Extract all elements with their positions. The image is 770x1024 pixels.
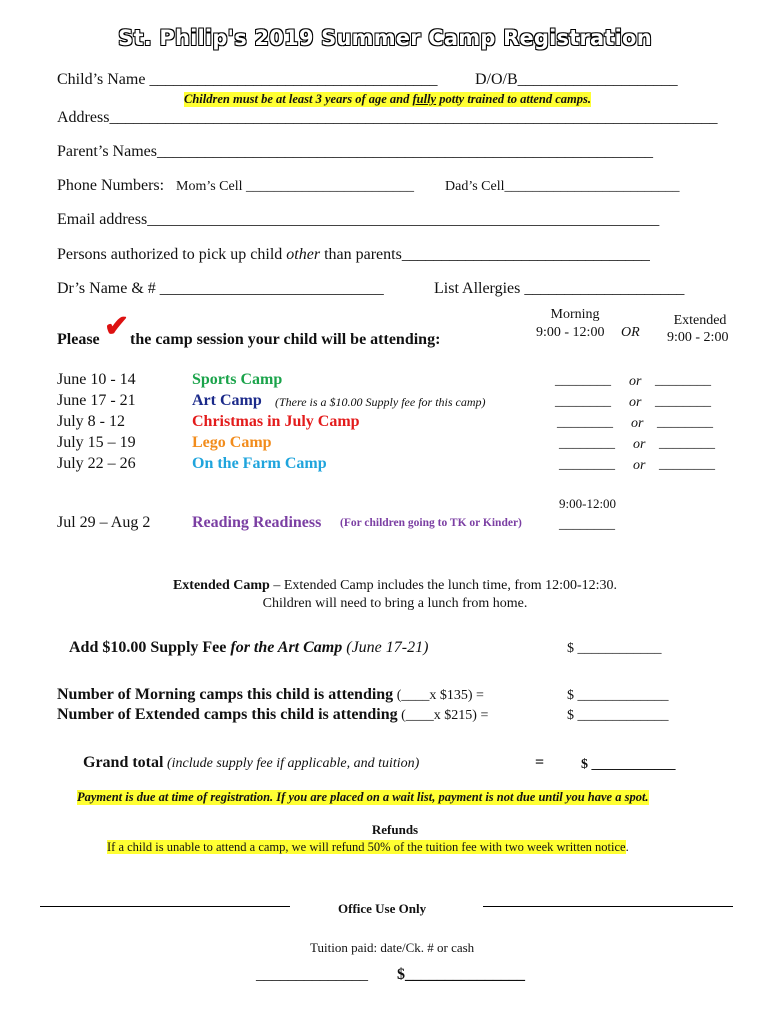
supply-fee-line: Add $10.00 Supply Fee for the Art Camp (June 17-21): [69, 639, 429, 656]
camp-name: Art Camp: [192, 392, 262, 409]
camp-note: (There is a $10.00 Supply fee for this camp): [275, 395, 486, 409]
extended-blank[interactable]: ________: [657, 415, 713, 430]
tuition-paid-label: Tuition paid: date/Ck. # or cash: [310, 940, 475, 955]
or-text: or: [631, 416, 644, 431]
age-requirement-note: Children must be at least 3 years of age and fully potty trained to attend camps.: [184, 92, 591, 106]
or-text: or: [629, 374, 642, 389]
parents-names-field[interactable]: Parent’s Names______________________________________________________________: [57, 143, 653, 160]
office-divider-left: [40, 906, 290, 907]
grand-total-amount[interactable]: $ ____________: [581, 757, 676, 772]
phone-numbers-label: Phone Numbers:: [57, 177, 165, 194]
or-text: or: [629, 395, 642, 410]
form-title: St. Philip's 2019 Summer Camp Registration: [118, 26, 652, 50]
authorized-pickup-field[interactable]: Persons authorized to pick up child other than parents_______________________________: [57, 246, 650, 263]
reading-morning-blank[interactable]: ________: [559, 517, 615, 532]
office-use-label: Office Use Only: [338, 901, 427, 916]
payment-note: Payment is due at time of registration. If you are placed on a wait list, payment is not due until you have a spot.: [77, 790, 649, 804]
morning-blank[interactable]: ________: [559, 457, 615, 472]
office-divider-right: [483, 906, 733, 907]
refunds-title: Refunds: [371, 822, 419, 837]
morning-blank[interactable]: ________: [559, 436, 615, 451]
email-field[interactable]: Email address________________________________________________________________: [57, 211, 660, 228]
morning-blank[interactable]: ________: [555, 394, 611, 409]
camp-dates: July 22 – 26: [57, 455, 136, 472]
morning-time: 9:00 - 12:00: [536, 325, 605, 340]
doctor-field[interactable]: Dr’s Name & # ____________________________: [57, 280, 384, 297]
refunds-text: If a child is unable to attend a camp, we will refund 50% of the tuition fee with two week written notice.: [107, 840, 629, 854]
extended-blank[interactable]: ________: [655, 373, 711, 388]
session-please: Please: [57, 331, 100, 348]
moms-cell-field[interactable]: Mom’s Cell ________________________: [176, 179, 415, 194]
morning-blank[interactable]: ________: [555, 373, 611, 388]
morning-camps-amount[interactable]: $ _____________: [567, 688, 669, 703]
extended-camps-count: Number of Extended camps this child is attending (____x $215) =: [57, 706, 489, 723]
reading-time: 9:00-12:00: [559, 496, 617, 511]
or-text: or: [633, 458, 646, 473]
extended-camps-amount[interactable]: $ _____________: [567, 708, 669, 723]
red-checkmark-icon: ✔: [104, 310, 130, 343]
extended-time: 9:00 - 2:00: [667, 330, 729, 345]
child-name-field[interactable]: Child’s Name ____________________________________: [57, 71, 438, 88]
camp-dates: July 15 – 19: [57, 434, 136, 451]
morning-camps-count: Number of Morning camps this child is attending (____x $135) =: [57, 686, 484, 703]
camp-name: Christmas in July Camp: [192, 413, 360, 430]
address-field[interactable]: Address____________________________________________________________________________: [57, 109, 718, 126]
morning-label: Morning: [550, 307, 600, 322]
camp-dates: June 10 - 14: [57, 371, 136, 388]
camp-name: Lego Camp: [192, 434, 272, 451]
grand-total-line: Grand total (include supply fee if applicable, and tuition): [83, 754, 420, 771]
camp-dates: June 17 - 21: [57, 392, 136, 409]
morning-blank[interactable]: ________: [557, 415, 613, 430]
session-instruction: the camp session your child will be attending:: [130, 331, 441, 348]
extended-blank[interactable]: ________: [659, 457, 715, 472]
or-header: OR: [621, 325, 640, 340]
allergies-field[interactable]: List Allergies ____________________: [434, 280, 685, 297]
tuition-paid-date-blank[interactable]: ______________: [256, 966, 368, 983]
camp-list: [57, 371, 747, 481]
extended-label: Extended: [673, 313, 727, 328]
extended-blank[interactable]: ________: [659, 436, 715, 451]
extended-camp-info: Extended Camp – Extended Camp includes the lunch time, from 12:00-12:30.: [172, 578, 618, 593]
camp-dates: July 8 - 12: [57, 413, 125, 430]
camp-name: Sports Camp: [192, 371, 283, 388]
reading-note: (For children going to TK or Kinder): [340, 517, 522, 529]
extended-blank[interactable]: ________: [655, 394, 711, 409]
reading-dates: Jul 29 – Aug 2: [57, 514, 151, 531]
or-text: or: [633, 437, 646, 452]
extended-camp-lunch-note: Children will need to bring a lunch from home.: [262, 596, 528, 611]
tuition-paid-amount-blank[interactable]: $_______________: [397, 966, 525, 983]
supply-fee-amount[interactable]: $ ____________: [567, 641, 662, 656]
reading-camp-name: Reading Readiness: [192, 514, 322, 531]
dob-field[interactable]: D/O/B____________________: [475, 71, 678, 88]
grand-total-equals: =: [535, 754, 545, 771]
camp-name: On the Farm Camp: [192, 455, 327, 472]
dads-cell-field[interactable]: Dad’s Cell_________________________: [445, 179, 680, 194]
